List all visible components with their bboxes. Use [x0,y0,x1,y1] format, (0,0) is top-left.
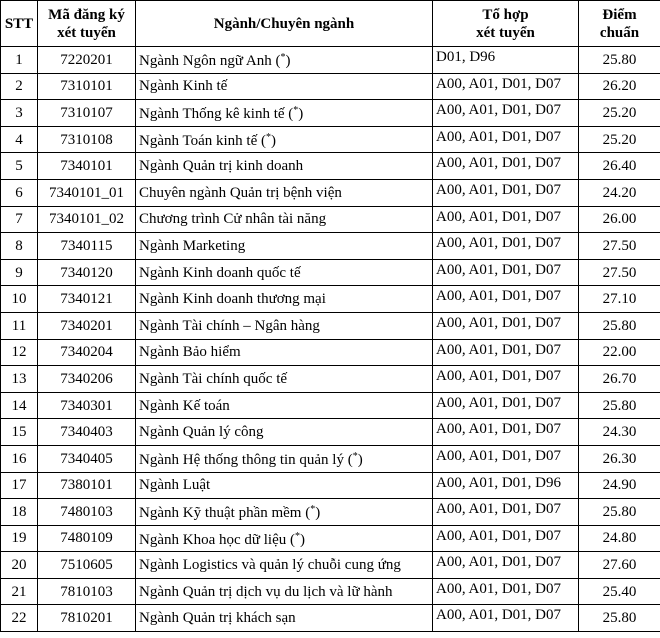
cell-combo: A00, A01, D01, D07 [433,578,579,605]
cell-major [136,100,433,127]
header-row [1,1,660,47]
cell-combo: A00, A01, D01, D07 [433,206,579,233]
cell-combo: A00, A01, D01, D07 [433,499,579,526]
cell-score: 27.50 [579,259,660,286]
header-score-line2: chuẩn [599,24,640,41]
table-row [1,339,660,366]
cell-score: 25.20 [579,126,660,153]
header-code-line2: xét tuyển [57,24,116,41]
cell-major [136,233,433,260]
cell-code: 7480109 [38,525,136,552]
table-row [1,392,660,419]
header-code-line1: Mã đăng ký [48,6,125,23]
cell-combo: A00, A01, D01, D96 [433,472,579,499]
cell-major [136,126,433,153]
table-row [1,259,660,286]
major-name: Ngành Kinh tế [139,78,228,95]
cell-stt: 17 [1,472,38,499]
cell-major [136,499,433,526]
cell-code: 7340115 [38,233,136,260]
table-row [1,286,660,313]
table-row [1,126,660,153]
table-row [1,525,660,552]
cell-combo: A00, A01, D01, D07 [433,339,579,366]
cell-major [136,445,433,472]
major-name: Ngành Quản lý công [139,424,264,441]
cell-major [136,259,433,286]
cell-major [136,47,433,74]
header-combo-line2: xét tuyển [476,24,535,41]
major-name: Ngành Kỹ thuật phần mềm ( [139,505,311,522]
header-score-line1: Điểm [602,6,637,23]
major-name: Ngành Toán kinh tế ( [139,133,266,150]
major-name: Ngành Logistics và quản lý chuỗi cung ứng [139,557,401,574]
cell-combo: A00, A01, D01, D07 [433,286,579,313]
cell-stt: 4 [1,126,38,153]
table-row [1,445,660,472]
cell-code: 7510605 [38,552,136,579]
table-row [1,552,660,579]
cell-major [136,206,433,233]
cell-stt: 21 [1,578,38,605]
cell-code: 7310101 [38,73,136,100]
close-paren: ) [270,133,276,150]
table-row [1,312,660,339]
major-name: Ngành Kế toán [139,397,230,414]
cell-code: 7380101 [38,472,136,499]
cell-stt: 19 [1,525,38,552]
cell-combo: A00, A01, D01, D07 [433,179,579,206]
cell-major [136,419,433,446]
cell-score: 25.20 [579,100,660,127]
cell-combo: A00, A01, D01, D07 [433,366,579,393]
cell-score: 24.30 [579,419,660,446]
cell-score: 25.80 [579,499,660,526]
cell-major [136,472,433,499]
close-paren: ) [285,53,291,70]
header-combo [433,1,579,47]
cell-code: 7220201 [38,47,136,74]
table-row [1,419,660,446]
cell-major [136,552,433,579]
cell-score: 24.20 [579,179,660,206]
header-major: Ngành/Chuyên ngành [136,1,433,47]
header-combo-line1: Tổ hợp [482,6,529,23]
cell-combo: A00, A01, D01, D07 [433,419,579,446]
cell-stt: 9 [1,259,38,286]
cell-combo: A00, A01, D01, D07 [433,100,579,127]
cell-stt: 15 [1,419,38,446]
cell-combo: A00, A01, D01, D07 [433,445,579,472]
major-name: Ngành Hệ thống thông tin quản lý ( [139,452,353,469]
cell-score: 26.00 [579,206,660,233]
asterisk-mark: * [293,105,299,117]
cell-major [136,605,433,632]
cell-combo: A00, A01, D01, D07 [433,153,579,180]
cell-major [136,179,433,206]
cell-code: 7340120 [38,259,136,286]
major-name: Chương trình Cử nhân tài năng [139,211,327,228]
cell-score: 25.80 [579,312,660,339]
major-name: Ngành Tài chính quốc tế [139,370,288,387]
asterisk-mark: * [352,451,358,463]
table-row [1,233,660,260]
table-row [1,73,660,100]
cell-stt: 10 [1,286,38,313]
major-name: Chuyên ngành Quản trị bệnh viện [139,184,342,201]
cell-stt: 3 [1,100,38,127]
cell-major [136,525,433,552]
cell-major [136,366,433,393]
cell-score: 24.80 [579,525,660,552]
cell-score: 25.80 [579,47,660,74]
major-name: Ngành Quản trị khách sạn [139,610,296,627]
cell-code: 7340206 [38,366,136,393]
major-name: Ngành Kinh doanh quốc tế [139,264,301,281]
table-row [1,578,660,605]
cell-combo: A00, A01, D01, D07 [433,312,579,339]
cell-major [136,286,433,313]
table-row [1,153,660,180]
cell-combo: A00, A01, D01, D07 [433,392,579,419]
major-name: Ngành Marketing [139,237,246,254]
cell-code: 7810103 [38,578,136,605]
cell-major [136,392,433,419]
cell-stt: 20 [1,552,38,579]
cell-score: 26.40 [579,153,660,180]
cell-combo: A00, A01, D01, D07 [433,259,579,286]
header-stt: STT [1,1,38,47]
cell-stt: 7 [1,206,38,233]
table-row [1,605,660,632]
major-name: Ngành Khoa học dữ liệu ( [139,531,296,548]
cell-major [136,339,433,366]
cell-major [136,153,433,180]
header-code [38,1,136,47]
close-paren: ) [300,531,306,548]
cell-code: 7810201 [38,605,136,632]
cell-stt: 11 [1,312,38,339]
cell-score: 25.80 [579,392,660,419]
cell-major [136,312,433,339]
cell-stt: 18 [1,499,38,526]
cell-combo: A00, A01, D01, D07 [433,233,579,260]
cell-score: 25.40 [579,578,660,605]
asterisk-mark: * [280,52,286,64]
cell-stt: 16 [1,445,38,472]
cell-combo: A00, A01, D01, D07 [433,126,579,153]
cell-code: 7310107 [38,100,136,127]
cell-score: 24.90 [579,472,660,499]
major-name: Ngành Tài chính – Ngân hàng [139,317,320,334]
cell-code: 7340101 [38,153,136,180]
major-name: Ngành Thống kê kinh tế ( [139,106,294,123]
cell-code: 7480103 [38,499,136,526]
cell-stt: 1 [1,47,38,74]
cell-major [136,578,433,605]
major-name: Ngành Quản trị dịch vụ du lịch và lữ hành [139,583,393,600]
cell-score: 22.00 [579,339,660,366]
cell-stt: 22 [1,605,38,632]
close-paren: ) [298,106,304,123]
cell-code: 7340101_01 [38,179,136,206]
table-row [1,472,660,499]
cell-combo: A00, A01, D01, D07 [433,525,579,552]
cell-score: 27.60 [579,552,660,579]
cell-stt: 12 [1,339,38,366]
table-row [1,499,660,526]
cell-code: 7340101_02 [38,206,136,233]
cell-score: 27.10 [579,286,660,313]
cell-code: 7340301 [38,392,136,419]
cell-stt: 6 [1,179,38,206]
cell-code: 7310108 [38,126,136,153]
cell-code: 7340405 [38,445,136,472]
asterisk-mark: * [310,504,316,516]
cell-score: 25.80 [579,605,660,632]
cell-score: 27.50 [579,233,660,260]
major-name: Ngành Luật [139,477,211,494]
cell-stt: 2 [1,73,38,100]
cell-score: 26.30 [579,445,660,472]
table-row [1,179,660,206]
cell-combo: A00, A01, D01, D07 [433,73,579,100]
header-score [579,1,660,47]
close-paren: ) [315,505,321,522]
cell-major [136,73,433,100]
cell-code: 7340204 [38,339,136,366]
major-name: Ngành Ngôn ngữ Anh ( [139,53,281,70]
cell-code: 7340121 [38,286,136,313]
table-row [1,366,660,393]
cell-score: 26.70 [579,366,660,393]
cell-stt: 5 [1,153,38,180]
cell-code: 7340403 [38,419,136,446]
cell-combo: D01, D96 [433,47,579,74]
table-row [1,206,660,233]
cell-code: 7340201 [38,312,136,339]
major-name: Ngành Bảo hiểm [139,344,241,361]
close-paren: ) [357,452,363,469]
asterisk-mark: * [265,132,271,144]
asterisk-mark: * [295,530,301,542]
cell-score: 26.20 [579,73,660,100]
major-name: Ngành Quản trị kinh doanh [139,158,304,175]
cell-stt: 8 [1,233,38,260]
cell-combo: A00, A01, D01, D07 [433,552,579,579]
cell-stt: 13 [1,366,38,393]
cell-combo: A00, A01, D01, D07 [433,605,579,632]
cell-stt: 14 [1,392,38,419]
table-row [1,47,660,74]
major-name: Ngành Kinh doanh thương mại [139,291,326,308]
table-row [1,100,660,127]
